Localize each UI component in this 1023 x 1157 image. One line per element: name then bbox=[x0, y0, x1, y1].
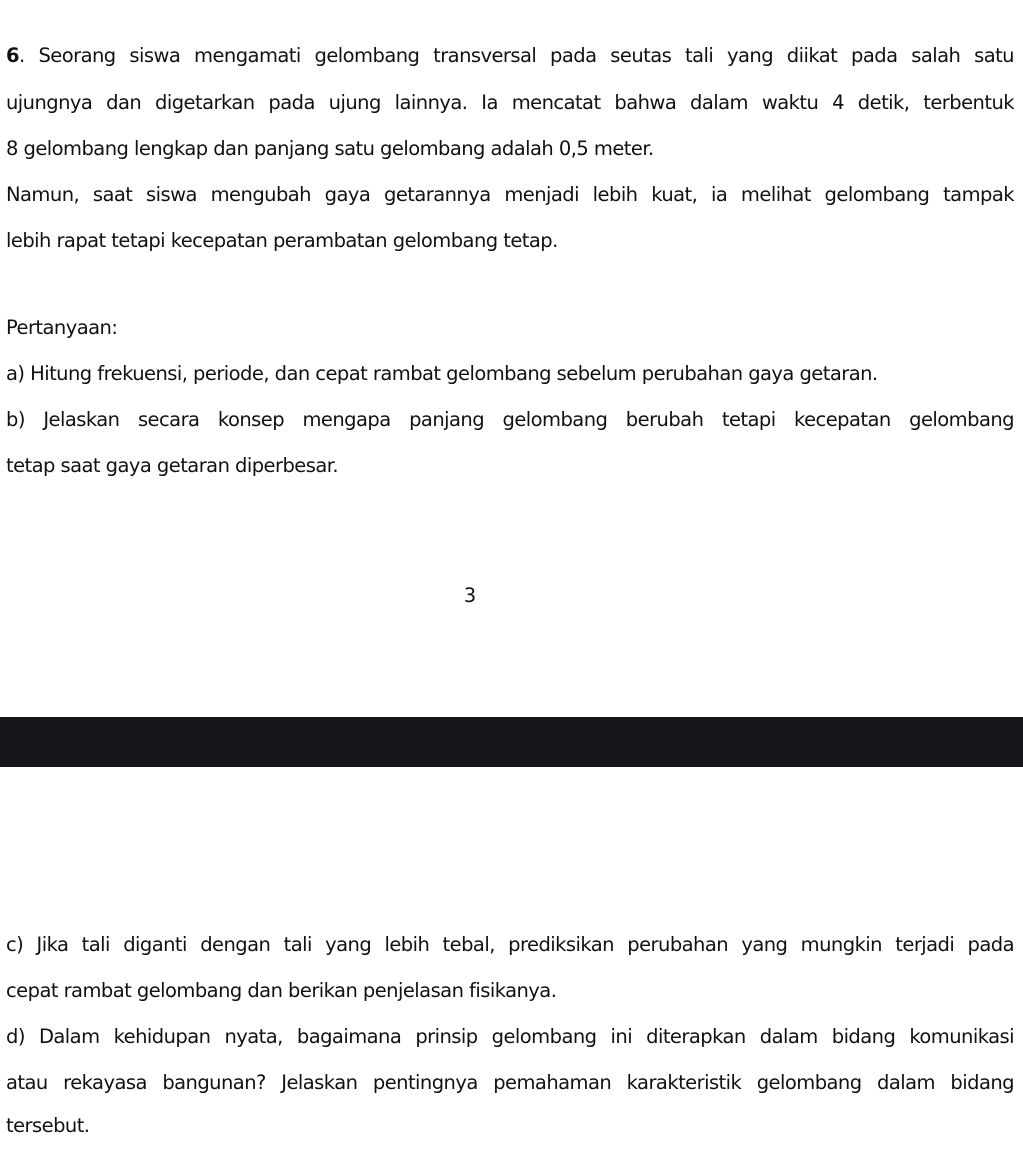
question-part-a: a) Hitung frekuensi, periode, dan cepat rambat gelombang sebelum perubahan gaya getaran. bbox=[6, 362, 878, 385]
question-intro-line-3: 8 gelombang lengkap dan panjang satu gelombang adalah 0,5 meter. bbox=[6, 137, 654, 160]
question-intro-line-2: ujungnya dan digetarkan pada ujung lainnya. Ia mencatat bahwa dalam waktu 4 detik, terbentuk bbox=[6, 91, 1014, 114]
question-part-b-line-1: b) Jelaskan secara konsep mengapa panjang gelombang berubah tetapi kecepatan gelombang bbox=[6, 408, 1014, 431]
questions-label: Pertanyaan: bbox=[6, 316, 118, 339]
question-part-d-line-1: d) Dalam kehidupan nyata, bagaimana prinsip gelombang ini diterapkan dalam bidang komunikasi bbox=[6, 1025, 1014, 1048]
question-part-b-line-2: tetap saat gaya getaran diperbesar. bbox=[6, 454, 339, 477]
question-intro-line-5: lebih rapat tetapi kecepatan perambatan gelombang tetap. bbox=[6, 229, 558, 252]
question-intro-line-1-text: . Seorang siswa mengamati gelombang transversal pada seutas tali yang diikat pada salah satu bbox=[19, 44, 1014, 67]
question-number: 6 bbox=[6, 44, 20, 67]
question-part-d-line-2: atau rekayasa bangunan? Jelaskan pentingnya pemahaman karakteristik gelombang dalam bidang bbox=[6, 1071, 1014, 1094]
question-part-c-line-1: c) Jika tali diganti dengan tali yang lebih tebal, prediksikan perubahan yang mungkin terjadi pada bbox=[6, 933, 1014, 956]
question-part-c-line-2: cepat rambat gelombang dan berikan penjelasan fisikanya. bbox=[6, 979, 557, 1002]
page-number: 3 bbox=[463, 584, 477, 607]
question-part-d-line-3: tersebut. bbox=[6, 1114, 90, 1137]
page-separator-band bbox=[0, 717, 1023, 767]
question-intro-line-4: Namun, saat siswa mengubah gaya getarannya menjadi lebih kuat, ia melihat gelombang tampak bbox=[6, 183, 1014, 206]
question-intro-line-1 bbox=[6, 43, 1014, 69]
